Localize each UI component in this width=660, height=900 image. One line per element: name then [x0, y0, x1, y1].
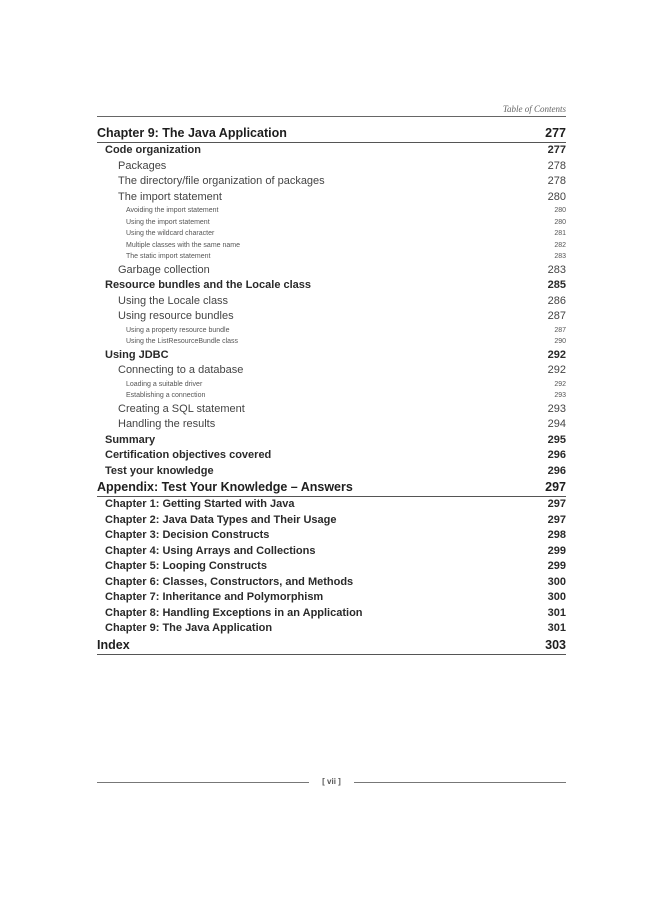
toc-entry-page: 297 [545, 480, 566, 494]
toc-entry-title: Loading a suitable driver [126, 380, 203, 388]
toc-entry-page: 292 [547, 348, 566, 361]
toc-entry-page: 278 [547, 159, 566, 172]
toc-chapter-entry[interactable] [97, 479, 566, 497]
toc-entry-title: Using the ListResourceBundle class [126, 338, 239, 345]
toc-entry-title: The directory/file organization of packages [118, 175, 325, 187]
toc-entry-page: 280 [554, 218, 566, 226]
toc-section-entry[interactable] [97, 544, 566, 560]
toc-entry-page: 292 [547, 364, 566, 376]
toc-subsection-entry[interactable] [97, 240, 566, 252]
toc-entry-title: Garbage collection [118, 263, 210, 276]
toc-subsection-entry[interactable] [97, 402, 566, 418]
table-of-contents [97, 125, 566, 655]
toc-entry-title: Using the wildcard character [126, 230, 215, 237]
toc-entry-title: Connecting to a database [118, 364, 244, 376]
toc-entry-title: Appendix: Test Your Knowledge – Answers [97, 480, 353, 494]
toc-entry-page: 278 [547, 175, 566, 187]
toc-chapter-entry[interactable] [97, 637, 566, 655]
toc-section-entry[interactable] [97, 606, 566, 622]
toc-entry-title: Creating a SQL statement [118, 402, 245, 415]
toc-entry-title: The static import statement [126, 253, 211, 260]
toc-subsection-entry[interactable] [97, 363, 566, 379]
toc-entry-page: 299 [547, 560, 566, 572]
page-number: [ vii ] [322, 777, 341, 786]
toc-entry-title: Chapter 5: Looping Constructs [105, 560, 267, 572]
toc-entry-page: 297 [547, 513, 566, 526]
running-head: Table of Contents [502, 104, 566, 114]
toc-entry-page: 300 [547, 575, 566, 588]
toc-entry-page: 294 [547, 418, 566, 430]
toc-subsection-entry[interactable] [97, 174, 566, 190]
toc-entry-page: 299 [547, 544, 566, 557]
toc-entry-page: 281 [554, 230, 566, 237]
toc-subsection-entry[interactable] [97, 251, 566, 263]
toc-entry-page: 280 [547, 190, 566, 203]
toc-entry-title: Certification objectives covered [105, 449, 272, 461]
toc-entry-title: Summary [105, 433, 156, 446]
toc-section-entry[interactable] [97, 621, 566, 637]
toc-entry-page: 277 [545, 126, 566, 140]
toc-entry-title: Resource bundles and the Locale class [105, 279, 312, 291]
toc-section-entry[interactable] [97, 348, 566, 364]
toc-entry-page: 292 [554, 380, 566, 388]
toc-entry-page: 283 [547, 263, 566, 276]
toc-entry-title: Chapter 2: Java Data Types and Their Usage [105, 513, 337, 526]
toc-section-entry[interactable] [97, 433, 566, 449]
toc-entry-title: Handling the results [118, 418, 216, 430]
toc-subsection-entry[interactable] [97, 294, 566, 310]
toc-entry-title: Test your knowledge [105, 464, 214, 477]
toc-entry-page: 303 [545, 637, 566, 652]
toc-chapter-entry[interactable] [97, 125, 566, 143]
toc-section-entry[interactable] [97, 590, 566, 606]
toc-section-entry[interactable] [97, 448, 566, 464]
toc-entry-page: 295 [547, 433, 566, 446]
toc-entry-page: 287 [547, 310, 566, 322]
toc-subsection-entry[interactable] [97, 417, 566, 433]
toc-entry-page: 300 [547, 591, 566, 603]
toc-entry-title: Packages [118, 159, 167, 172]
toc-entry-page: 280 [554, 207, 566, 214]
toc-entry-title: Code organization [105, 144, 201, 156]
toc-entry-page: 301 [547, 606, 566, 619]
toc-subsection-entry[interactable] [97, 390, 566, 402]
toc-entry-title: Chapter 1: Getting Started with Java [105, 498, 295, 510]
toc-entry-title: Chapter 6: Classes, Constructors, and Methods [105, 575, 354, 588]
toc-section-entry[interactable] [97, 278, 566, 294]
toc-entry-title: Using resource bundles [118, 310, 234, 322]
toc-subsection-entry[interactable] [97, 336, 566, 348]
toc-entry-title: Chapter 8: Handling Exceptions in an Application [105, 606, 363, 619]
toc-entry-page: 277 [547, 144, 566, 156]
toc-subsection-entry[interactable] [97, 228, 566, 240]
toc-entry-title: Using the Locale class [118, 294, 229, 307]
toc-entry-page: 282 [554, 241, 566, 249]
toc-entry-title: Index [97, 637, 130, 652]
toc-entry-title: The import statement [118, 190, 222, 203]
toc-section-entry[interactable] [97, 464, 566, 480]
toc-entry-page: 293 [554, 392, 566, 399]
toc-subsection-entry[interactable] [97, 263, 566, 279]
toc-entry-page: 286 [547, 294, 566, 307]
toc-subsection-entry[interactable] [97, 309, 566, 325]
toc-section-entry[interactable] [97, 559, 566, 575]
toc-entry-page: 287 [554, 326, 566, 334]
toc-subsection-entry[interactable] [97, 190, 566, 206]
header-rule [97, 116, 566, 117]
toc-section-entry[interactable] [97, 513, 566, 529]
toc-section-entry[interactable] [97, 143, 566, 159]
toc-entry-title: Using the import statement [126, 218, 210, 226]
toc-entry-title: Chapter 7: Inheritance and Polymorphism [105, 591, 324, 603]
toc-entry-page: 293 [547, 402, 566, 415]
toc-entry-title: Chapter 9: The Java Application [105, 622, 273, 634]
toc-entry-title: Avoiding the import statement [126, 207, 219, 214]
toc-entry-page: 283 [554, 253, 566, 260]
toc-entry-page: 298 [547, 529, 566, 541]
toc-entry-title: Chapter 3: Decision Constructs [105, 529, 270, 541]
toc-section-entry[interactable] [97, 497, 566, 513]
toc-entry-page: 297 [547, 498, 566, 510]
toc-entry-title: Chapter 4: Using Arrays and Collections [105, 544, 316, 557]
toc-subsection-entry[interactable] [97, 205, 566, 217]
page-footer [97, 776, 566, 788]
toc-subsection-entry[interactable] [97, 325, 566, 337]
toc-entry-title: Using JDBC [105, 348, 169, 361]
toc-section-entry[interactable] [97, 575, 566, 591]
toc-entry-title: Using a property resource bundle [126, 326, 230, 334]
toc-subsection-entry[interactable] [97, 159, 566, 175]
toc-entry-title: Establishing a connection [126, 392, 206, 399]
toc-entry-title: Multiple classes with the same name [126, 241, 240, 249]
toc-entry-page: 296 [547, 449, 566, 461]
toc-entry-page: 296 [547, 464, 566, 477]
toc-entry-page: 290 [554, 338, 566, 345]
toc-section-entry[interactable] [97, 528, 566, 544]
toc-entry-page: 301 [547, 622, 566, 634]
toc-entry-page: 285 [547, 279, 566, 291]
toc-entry-title: Chapter 9: The Java Application [97, 126, 287, 140]
toc-subsection-entry[interactable] [97, 217, 566, 229]
toc-subsection-entry[interactable] [97, 379, 566, 391]
